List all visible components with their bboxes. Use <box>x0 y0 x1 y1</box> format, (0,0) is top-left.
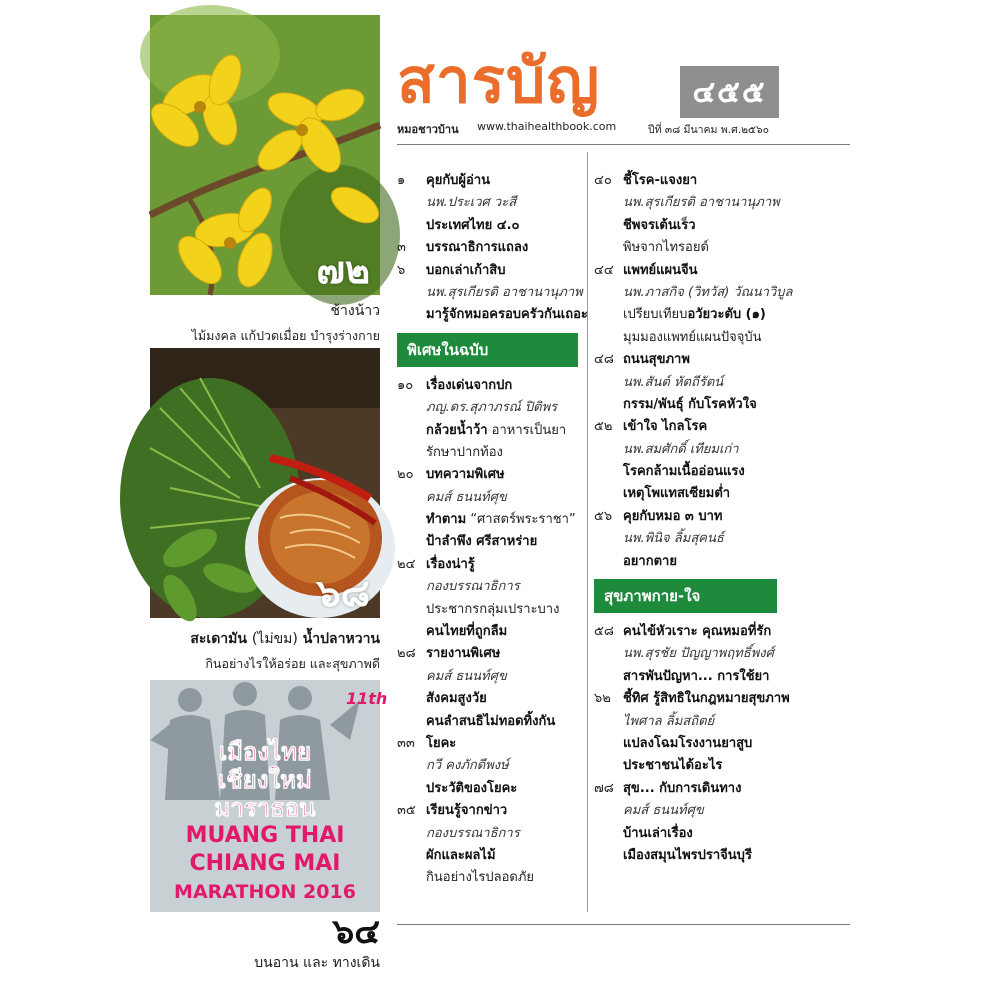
toc-entry-line <box>594 643 854 665</box>
toc-entry[interactable] <box>594 349 854 416</box>
toc-entry[interactable] <box>594 260 854 350</box>
toc-line-text: อยากตาย <box>623 553 677 569</box>
toc-entry[interactable] <box>594 688 854 778</box>
toc-entry-line <box>594 282 854 304</box>
toc-group-special <box>397 375 582 890</box>
toc-entry-line <box>397 845 582 867</box>
toc-entry-line <box>594 823 854 845</box>
toc-line-suffix: อาหารเป็นยา <box>487 422 567 438</box>
toc-line-text: นพ.ประเวศ วะสี <box>426 195 517 211</box>
toc-line-text: ประชาชนได้อะไร <box>623 758 723 774</box>
toc-line-text: กองบรรณาธิการ <box>426 825 520 841</box>
toc-line-text: นพ.พินิจ ลิ้มสุคนธ์ <box>623 531 724 547</box>
toc-line-text: คุยกับหมอ ๓ บาท <box>623 508 723 524</box>
toc-line-text: ชีพจรเต้นเร็ว <box>623 217 696 233</box>
toc-line-text: เมืองสมุนไพรปราจีนบุรี <box>623 847 752 863</box>
toc-entry-line <box>594 394 854 416</box>
toc-line-text: ชี้ทิศ รู้สิทธิในกฎหมายสุขภาพ <box>623 691 790 707</box>
toc-entry-line <box>397 397 582 419</box>
toc-entry-line <box>397 215 582 237</box>
toc-entry-line <box>397 192 582 214</box>
toc-entry-line <box>594 666 854 688</box>
toc-line-text: นพ.สุรชัย ปัญญาพฤทธิ์พงศ์ <box>623 646 774 662</box>
toc-group-right-top <box>594 170 854 573</box>
race-edition-badge: 11th <box>346 689 388 708</box>
cover-photo-marathon <box>150 680 388 912</box>
toc-entry-line <box>594 733 854 755</box>
photo-page-number: ๖๘ <box>316 571 370 615</box>
toc-entry-line <box>594 237 854 259</box>
toc-entry-line <box>397 867 582 889</box>
cover-photo-flowers <box>150 15 380 295</box>
vegetable-caption-title <box>190 628 380 650</box>
toc-line-text: ประวัติของโยคะ <box>426 780 518 796</box>
toc-line-text: สังคมสูงวัย <box>426 691 487 707</box>
toc-line-text: ทำตาม <box>426 512 467 528</box>
footer-divider <box>397 924 850 925</box>
flower-caption-title: ช้างน้าว <box>330 303 380 319</box>
toc-entry-line <box>397 487 582 509</box>
toc-entry-title <box>594 778 854 800</box>
toc-entry-line <box>594 215 854 237</box>
toc-line-text: สารพันปัญหา... การใช้ยา <box>623 668 770 684</box>
section-header-special: พิเศษในฉบับ <box>397 333 578 367</box>
toc-line-text: ไพศาล ลิ้มสถิตย์ <box>623 713 715 729</box>
marathon-caption: บนอาน และ ทางเดิน <box>254 955 380 971</box>
toc-entry[interactable] <box>594 778 854 868</box>
vegetable-caption-subtitle: กินอย่างไรให้อร่อย และสุขภาพดี <box>205 656 380 671</box>
cover-photo-vegetables <box>150 348 380 618</box>
toc-line-text: กวี คงภักดีพงษ์ <box>426 758 509 774</box>
toc-entry[interactable] <box>397 170 582 237</box>
toc-line-text: ถนนสุขภาพ <box>623 352 690 368</box>
toc-line-text: กินอย่างไรปลอดภัย <box>426 870 535 886</box>
photo-page-number: ๖๔ <box>332 912 380 952</box>
toc-entry-line <box>397 688 582 710</box>
toc-line-text: มุมมองแพทย์แผนปัจจุบัน <box>623 329 762 345</box>
toc-entry-title <box>594 621 854 643</box>
toc-page-number: ๕๖ <box>594 508 613 524</box>
toc-line-text: คุยกับผู้อ่าน <box>426 173 491 188</box>
toc-line-text: โยคะ <box>426 735 457 751</box>
toc-entry-line <box>397 666 582 688</box>
header-divider <box>397 144 850 145</box>
toc-entry-line <box>594 551 854 573</box>
toc-entry-title <box>594 506 854 528</box>
toc-entry[interactable] <box>594 621 854 688</box>
toc-line-text: ชี้โรค-แจงยา <box>623 173 698 188</box>
toc-entry-line <box>594 304 854 326</box>
toc-line-text: นพ.สุรเกียรติ อาชานานุภาพ <box>426 284 583 300</box>
section-header-body-mind: สุขภาพกาย-ใจ <box>594 579 777 613</box>
toc-page-number: ๔๔ <box>594 262 614 278</box>
toc-line-text: รายงานพิเศษ <box>426 646 501 662</box>
race-en-line-3: MARATHON 2016 <box>174 881 356 903</box>
toc-line-text: สุข... กับการเดินทาง <box>623 780 742 796</box>
toc-entry-title <box>594 416 854 438</box>
toc-page-number: ๔๐ <box>594 173 612 188</box>
toc-line-text: นพ.สุรเกียรติ อาชานานุภาพ <box>623 195 780 211</box>
flower-caption <box>192 300 380 346</box>
toc-entry-line <box>594 461 854 483</box>
toc-entry-line <box>594 711 854 733</box>
issue-date: ปีที่ ๓๘ มีนาคม พ.ศ.๒๕๖๐ <box>648 124 770 136</box>
race-thai-line-3: มาราธอน <box>214 794 316 822</box>
toc-page-number: ๒๔ <box>397 556 416 572</box>
toc-entry-line <box>594 439 854 461</box>
toc-line-text: กองบรรณาธิการ <box>426 579 520 595</box>
toc-entry[interactable] <box>397 464 582 554</box>
toc-page-number: ๓ <box>397 240 406 256</box>
toc-entry-line <box>397 282 582 304</box>
photo-page-number: ๗๒ <box>316 248 370 292</box>
toc-line-text: มารู้จักหมอครอบครัวกันเถอะ <box>426 307 588 323</box>
toc-page-number: ๗๘ <box>594 780 614 796</box>
toc-entry-line <box>594 372 854 394</box>
toc-entry-title <box>594 260 854 282</box>
vegetable-caption-name: สะเดามัน <box>190 631 247 647</box>
vegetable-caption-note: (ไม่ขม) <box>251 631 298 647</box>
toc-entry[interactable] <box>397 237 582 259</box>
vegetable-caption <box>190 628 380 674</box>
toc-line-text: นพ.สันต์ หัตถีรัตน์ <box>623 374 724 390</box>
toc-entry[interactable] <box>397 800 582 890</box>
toc-entry-line <box>397 778 582 800</box>
website-url: www.thaihealthbook.com <box>477 120 617 133</box>
toc-entry-line <box>594 800 854 822</box>
race-thai-line-1: เมืองไทย <box>218 738 312 766</box>
toc-entry-line <box>594 755 854 777</box>
toc-page-number: ๔๘ <box>594 352 614 368</box>
toc-line-text: นพ.ภาสกิจ (วิทวัส) วัณนาวิบูล <box>623 284 793 300</box>
toc-entry[interactable] <box>397 643 582 733</box>
toc-line-text: ผักและผลไม้ <box>426 847 496 863</box>
toc-line-text: คนไทยที่ถูกลืม <box>426 624 508 640</box>
toc-page-number: ๒๘ <box>397 646 416 662</box>
toc-line-text: คนลำสนธิไม่ทอดทิ้งกัน <box>426 713 556 729</box>
toc-page-number: ๖๒ <box>594 691 611 707</box>
toc-entry-line <box>397 755 582 777</box>
toc-entry-line <box>397 509 582 531</box>
toc-page-number: ๕๒ <box>594 419 613 435</box>
toc-entry[interactable] <box>594 506 854 573</box>
toc-left-column <box>397 170 588 890</box>
issue-number-badge: ๔๕๕ <box>680 66 779 118</box>
toc-entry-line <box>397 420 582 442</box>
vegetable-caption-sauce: น้ำปลาหวาน <box>302 631 380 647</box>
race-thai-line-2: เชียงใหม่ <box>218 766 312 794</box>
toc-entry-line <box>397 599 582 621</box>
toc-entry-line <box>594 192 854 214</box>
toc-line-text: กรรม/พันธุ์ กับโรคหัวใจ <box>623 396 757 412</box>
toc-entry[interactable] <box>594 170 854 260</box>
page-title: สารบัญ <box>397 44 601 117</box>
toc-entry-title <box>594 688 854 710</box>
toc-right-column <box>594 170 854 867</box>
toc-line-text: เปรียบเทียบ <box>623 307 688 323</box>
toc-page-number: ๑๐ <box>397 377 414 393</box>
toc-page-number: ๓๓ <box>397 735 415 751</box>
toc-line-text: เข้าใจ ไกลโรค <box>623 419 708 435</box>
toc-line-text: คมส์ ธนนท์ศุข <box>426 489 507 505</box>
toc-entry-line <box>397 823 582 845</box>
toc-entry-line <box>397 304 588 326</box>
column-divider <box>587 152 588 912</box>
toc-entry[interactable] <box>397 375 582 465</box>
toc-line-text: บอกเล่าเก้าสิบ <box>426 262 506 278</box>
toc-line-text: พิษจากไทรอยด์ <box>623 240 709 256</box>
toc-line-text: เรื่องน่ารู้ <box>426 556 475 572</box>
toc-line-text: ประเทศไทย ๔.๐ <box>426 217 520 233</box>
flower-caption-subtitle: ไม้มงคล แก้ปวดเมื่อย บำรุงร่างกาย <box>191 328 380 343</box>
toc-entry-line <box>397 711 582 733</box>
toc-line-text: เรื่องเด่นจากปก <box>426 377 513 393</box>
toc-line-text: คมส์ ธนนท์ศุข <box>623 803 704 819</box>
toc-entry-title <box>594 170 854 192</box>
toc-entry[interactable] <box>397 260 588 327</box>
toc-entry[interactable] <box>397 733 582 800</box>
toc-entry-line <box>594 845 854 867</box>
toc-page-number: ๓๕ <box>397 803 416 819</box>
toc-line-text: คนไข้หัวเราะ คุณหมอที่รัก <box>623 624 772 640</box>
toc-line-text: แปลงโฉมโรงงานยาสูบ <box>623 735 753 751</box>
toc-page-number: ๑ <box>397 173 406 188</box>
toc-page-number: ๕๘ <box>594 624 614 640</box>
toc-line-text: บทความพิเศษ <box>426 467 505 483</box>
toc-line-text: ภญ.ดร.สุภาภรณ์ ปิติพร <box>426 400 558 416</box>
toc-entry-line <box>397 621 582 643</box>
toc-line-text: เหตุโพแทสเซียมต่ำ <box>623 486 731 502</box>
toc-entry-line <box>594 327 854 349</box>
toc-line-text: นพ.สมศักดิ์ เทียมเก่า <box>623 441 739 457</box>
toc-line-text: ประชากรกลุ่มเปราะบาง <box>426 601 560 617</box>
toc-line-text: เรียนรู้จากข่าว <box>426 803 508 819</box>
marathon-shirt-illustration <box>150 680 388 912</box>
toc-page-number: ๖ <box>397 262 406 278</box>
toc-line-suffix: “ศาสตร์พระราชา” <box>466 512 576 528</box>
toc-entry-title <box>594 349 854 371</box>
toc-line-text: แพทย์แผนจีน <box>623 262 698 278</box>
toc-entry-line <box>397 576 582 598</box>
toc-group-body-mind <box>594 621 854 867</box>
toc-entry[interactable] <box>397 554 582 644</box>
toc-entry-line <box>594 483 854 505</box>
toc-group-left-top <box>397 170 588 327</box>
toc-entry-line <box>397 442 582 464</box>
toc-line-text: ป้าลำพึง ศรีสาหร่าย <box>426 534 538 550</box>
toc-line-text: คมส์ ธนนท์ศุข <box>426 668 507 684</box>
toc-page-number: ๒๐ <box>397 467 414 483</box>
toc-line-text: บ้านเล่าเรื่อง <box>623 825 693 841</box>
brand-name: หมอชาวบ้าน <box>397 123 459 136</box>
toc-line-text: กล้วยน้ำว้า <box>426 422 488 438</box>
toc-line-text: โรคกล้ามเนื้ออ่อนแรง <box>623 464 745 480</box>
toc-line-text: รักษาปากท้อง <box>426 444 503 460</box>
toc-line-suffix: อวัยวะตับ (๑) <box>687 307 766 323</box>
toc-line-text: บรรณาธิการแถลง <box>426 240 529 256</box>
toc-entry[interactable] <box>594 416 854 506</box>
race-en-line-2: CHIANG MAI <box>189 851 341 876</box>
race-en-line-1: MUANG THAI <box>185 823 345 848</box>
toc-entry-line <box>397 531 582 553</box>
toc-entry-line <box>594 528 854 550</box>
